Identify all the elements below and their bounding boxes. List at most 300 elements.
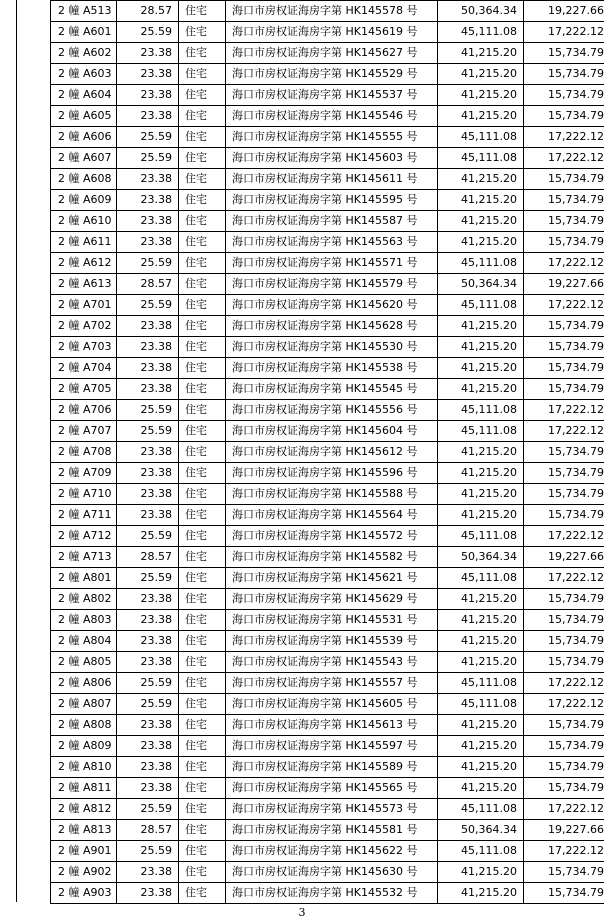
certificate-cell: 海口市房权证海房字第 HK145628 号	[226, 316, 438, 337]
table-row	[51, 673, 604, 694]
table-row	[51, 379, 604, 400]
usage-cell: 住宅	[179, 547, 226, 568]
area-cell: 28.57	[117, 274, 179, 295]
usage-cell: 住宅	[179, 358, 226, 379]
area-cell: 23.38	[117, 316, 179, 337]
unit-price-cell: 15,734.79	[524, 85, 604, 106]
area-cell: 23.38	[117, 442, 179, 463]
unit-price-cell: 19,227.66	[524, 547, 604, 568]
area-cell: 28.57	[117, 547, 179, 568]
total-price-cell: 41,215.20	[438, 169, 524, 190]
table-row	[51, 337, 604, 358]
unit-price-cell: 15,734.79	[524, 610, 604, 631]
certificate-cell: 海口市房权证海房字第 HK145538 号	[226, 358, 438, 379]
unit-cell: 2 幢 A704	[51, 358, 117, 379]
usage-cell: 住宅	[179, 169, 226, 190]
certificate-cell: 海口市房权证海房字第 HK145555 号	[226, 127, 438, 148]
certificate-cell: 海口市房权证海房字第 HK145530 号	[226, 337, 438, 358]
certificate-cell: 海口市房权证海房字第 HK145573 号	[226, 799, 438, 820]
certificate-cell: 海口市房权证海房字第 HK145563 号	[226, 232, 438, 253]
usage-cell: 住宅	[179, 442, 226, 463]
area-cell: 25.59	[117, 400, 179, 421]
unit-cell: 2 幢 A613	[51, 274, 117, 295]
certificate-cell: 海口市房权证海房字第 HK145622 号	[226, 841, 438, 862]
usage-cell: 住宅	[179, 232, 226, 253]
area-cell: 25.59	[117, 694, 179, 715]
unit-price-cell: 17,222.12	[524, 694, 604, 715]
unit-cell: 2 幢 A707	[51, 421, 117, 442]
unit-price-cell: 15,734.79	[524, 64, 604, 85]
unit-price-cell: 15,734.79	[524, 316, 604, 337]
usage-cell: 住宅	[179, 589, 226, 610]
table-row	[51, 799, 604, 820]
certificate-cell: 海口市房权证海房字第 HK145619 号	[226, 22, 438, 43]
certificate-cell: 海口市房权证海房字第 HK145605 号	[226, 694, 438, 715]
unit-cell: 2 幢 A902	[51, 862, 117, 883]
total-price-cell: 45,111.08	[438, 673, 524, 694]
area-cell: 25.59	[117, 295, 179, 316]
unit-cell: 2 幢 A802	[51, 589, 117, 610]
page-left-border	[16, 0, 17, 902]
unit-price-cell: 15,734.79	[524, 190, 604, 211]
usage-cell: 住宅	[179, 211, 226, 232]
unit-cell: 2 幢 A713	[51, 547, 117, 568]
certificate-cell: 海口市房权证海房字第 HK145589 号	[226, 757, 438, 778]
unit-price-cell: 15,734.79	[524, 505, 604, 526]
unit-cell: 2 幢 A708	[51, 442, 117, 463]
certificate-cell: 海口市房权证海房字第 HK145546 号	[226, 106, 438, 127]
table-row	[51, 148, 604, 169]
certificate-cell: 海口市房权证海房字第 HK145565 号	[226, 778, 438, 799]
usage-cell: 住宅	[179, 715, 226, 736]
area-cell: 25.59	[117, 568, 179, 589]
unit-cell: 2 幢 A610	[51, 211, 117, 232]
usage-cell: 住宅	[179, 484, 226, 505]
total-price-cell: 41,215.20	[438, 862, 524, 883]
table-row	[51, 841, 604, 862]
table-row	[51, 316, 604, 337]
area-cell: 23.38	[117, 778, 179, 799]
unit-cell: 2 幢 A809	[51, 736, 117, 757]
certificate-cell: 海口市房权证海房字第 HK145630 号	[226, 862, 438, 883]
total-price-cell: 45,111.08	[438, 22, 524, 43]
area-cell: 23.38	[117, 190, 179, 211]
unit-cell: 2 幢 A901	[51, 841, 117, 862]
unit-cell: 2 幢 A712	[51, 526, 117, 547]
certificate-cell: 海口市房权证海房字第 HK145564 号	[226, 505, 438, 526]
total-price-cell: 45,111.08	[438, 526, 524, 547]
area-cell: 23.38	[117, 757, 179, 778]
certificate-cell: 海口市房权证海房字第 HK145627 号	[226, 43, 438, 64]
certificate-cell: 海口市房权证海房字第 HK145579 号	[226, 274, 438, 295]
certificate-cell: 海口市房权证海房字第 HK145612 号	[226, 442, 438, 463]
usage-cell: 住宅	[179, 148, 226, 169]
certificate-cell: 海口市房权证海房字第 HK145587 号	[226, 211, 438, 232]
usage-cell: 住宅	[179, 694, 226, 715]
table-row	[51, 106, 604, 127]
area-cell: 23.38	[117, 505, 179, 526]
table-row	[51, 358, 604, 379]
unit-price-cell: 15,734.79	[524, 358, 604, 379]
table-row	[51, 169, 604, 190]
total-price-cell: 50,364.34	[438, 1, 524, 22]
unit-price-cell: 15,734.79	[524, 442, 604, 463]
unit-price-cell: 17,222.12	[524, 295, 604, 316]
area-cell: 23.38	[117, 463, 179, 484]
unit-price-cell: 15,734.79	[524, 169, 604, 190]
usage-cell: 住宅	[179, 568, 226, 589]
page-number: 3	[298, 906, 306, 919]
unit-cell: 2 幢 A612	[51, 253, 117, 274]
usage-cell: 住宅	[179, 673, 226, 694]
usage-cell: 住宅	[179, 337, 226, 358]
total-price-cell: 45,111.08	[438, 148, 524, 169]
table-row	[51, 232, 604, 253]
table-row	[51, 295, 604, 316]
certificate-cell: 海口市房权证海房字第 HK145611 号	[226, 169, 438, 190]
certificate-cell: 海口市房权证海房字第 HK145537 号	[226, 85, 438, 106]
table-row	[51, 883, 604, 904]
table-row	[51, 274, 604, 295]
unit-price-cell: 15,734.79	[524, 106, 604, 127]
total-price-cell: 45,111.08	[438, 400, 524, 421]
unit-cell: 2 幢 A710	[51, 484, 117, 505]
table-row	[51, 757, 604, 778]
usage-cell: 住宅	[179, 757, 226, 778]
total-price-cell: 41,215.20	[438, 232, 524, 253]
total-price-cell: 50,364.34	[438, 820, 524, 841]
total-price-cell: 45,111.08	[438, 799, 524, 820]
table-row	[51, 778, 604, 799]
unit-price-cell: 17,222.12	[524, 253, 604, 274]
area-cell: 23.38	[117, 379, 179, 400]
total-price-cell: 45,111.08	[438, 568, 524, 589]
unit-price-cell: 17,222.12	[524, 148, 604, 169]
table-row	[51, 211, 604, 232]
usage-cell: 住宅	[179, 85, 226, 106]
usage-cell: 住宅	[179, 631, 226, 652]
unit-price-cell: 15,734.79	[524, 463, 604, 484]
table-row	[51, 22, 604, 43]
total-price-cell: 41,215.20	[438, 358, 524, 379]
unit-cell: 2 幢 A609	[51, 190, 117, 211]
area-cell: 23.38	[117, 43, 179, 64]
usage-cell: 住宅	[179, 127, 226, 148]
table-row	[51, 526, 604, 547]
certificate-cell: 海口市房权证海房字第 HK145588 号	[226, 484, 438, 505]
area-cell: 25.59	[117, 253, 179, 274]
area-cell: 28.57	[117, 820, 179, 841]
unit-price-cell: 15,734.79	[524, 232, 604, 253]
usage-cell: 住宅	[179, 799, 226, 820]
area-cell: 28.57	[117, 1, 179, 22]
unit-price-cell: 17,222.12	[524, 127, 604, 148]
unit-price-cell: 17,222.12	[524, 568, 604, 589]
usage-cell: 住宅	[179, 379, 226, 400]
area-cell: 23.38	[117, 484, 179, 505]
certificate-cell: 海口市房权证海房字第 HK145581 号	[226, 820, 438, 841]
unit-cell: 2 幢 A804	[51, 631, 117, 652]
unit-cell: 2 幢 A801	[51, 568, 117, 589]
table-row	[51, 85, 604, 106]
area-cell: 23.38	[117, 589, 179, 610]
unit-cell: 2 幢 A811	[51, 778, 117, 799]
unit-price-cell: 15,734.79	[524, 736, 604, 757]
unit-cell: 2 幢 A603	[51, 64, 117, 85]
unit-cell: 2 幢 A611	[51, 232, 117, 253]
certificate-cell: 海口市房权证海房字第 HK145620 号	[226, 295, 438, 316]
table-row	[51, 484, 604, 505]
total-price-cell: 41,215.20	[438, 106, 524, 127]
unit-price-cell: 17,222.12	[524, 799, 604, 820]
table-row	[51, 547, 604, 568]
table-row	[51, 652, 604, 673]
table-row	[51, 190, 604, 211]
table-row	[51, 463, 604, 484]
usage-cell: 住宅	[179, 736, 226, 757]
certificate-cell: 海口市房权证海房字第 HK145629 号	[226, 589, 438, 610]
total-price-cell: 41,215.20	[438, 589, 524, 610]
area-cell: 23.38	[117, 736, 179, 757]
unit-cell: 2 幢 A513	[51, 1, 117, 22]
table-row	[51, 820, 604, 841]
total-price-cell: 41,215.20	[438, 190, 524, 211]
unit-cell: 2 幢 A807	[51, 694, 117, 715]
unit-price-cell: 15,734.79	[524, 43, 604, 64]
total-price-cell: 41,215.20	[438, 64, 524, 85]
area-cell: 23.38	[117, 862, 179, 883]
total-price-cell: 41,215.20	[438, 778, 524, 799]
certificate-cell: 海口市房权证海房字第 HK145532 号	[226, 883, 438, 904]
unit-cell: 2 幢 A608	[51, 169, 117, 190]
area-cell: 23.38	[117, 652, 179, 673]
certificate-cell: 海口市房权证海房字第 HK145597 号	[226, 736, 438, 757]
certificate-cell: 海口市房权证海房字第 HK145613 号	[226, 715, 438, 736]
total-price-cell: 41,215.20	[438, 736, 524, 757]
usage-cell: 住宅	[179, 1, 226, 22]
area-cell: 25.59	[117, 841, 179, 862]
usage-cell: 住宅	[179, 316, 226, 337]
certificate-cell: 海口市房权证海房字第 HK145595 号	[226, 190, 438, 211]
area-cell: 23.38	[117, 883, 179, 904]
certificate-cell: 海口市房权证海房字第 HK145596 号	[226, 463, 438, 484]
unit-price-cell: 15,734.79	[524, 862, 604, 883]
unit-cell: 2 幢 A813	[51, 820, 117, 841]
usage-cell: 住宅	[179, 295, 226, 316]
total-price-cell: 50,364.34	[438, 274, 524, 295]
unit-cell: 2 幢 A701	[51, 295, 117, 316]
unit-cell: 2 幢 A605	[51, 106, 117, 127]
total-price-cell: 45,111.08	[438, 694, 524, 715]
unit-price-cell: 19,227.66	[524, 820, 604, 841]
unit-price-cell: 15,734.79	[524, 715, 604, 736]
usage-cell: 住宅	[179, 820, 226, 841]
table-row	[51, 253, 604, 274]
usage-cell: 住宅	[179, 253, 226, 274]
unit-cell: 2 幢 A703	[51, 337, 117, 358]
table-row	[51, 631, 604, 652]
unit-cell: 2 幢 A806	[51, 673, 117, 694]
table-row	[51, 610, 604, 631]
unit-cell: 2 幢 A903	[51, 883, 117, 904]
unit-cell: 2 幢 A706	[51, 400, 117, 421]
unit-price-cell: 15,734.79	[524, 589, 604, 610]
usage-cell: 住宅	[179, 400, 226, 421]
total-price-cell: 41,215.20	[438, 85, 524, 106]
total-price-cell: 41,215.20	[438, 757, 524, 778]
area-cell: 25.59	[117, 148, 179, 169]
property-table-container	[50, 0, 604, 904]
total-price-cell: 50,364.34	[438, 547, 524, 568]
total-price-cell: 45,111.08	[438, 253, 524, 274]
area-cell: 23.38	[117, 211, 179, 232]
area-cell: 23.38	[117, 337, 179, 358]
table-row	[51, 862, 604, 883]
certificate-cell: 海口市房权证海房字第 HK145543 号	[226, 652, 438, 673]
table-row	[51, 505, 604, 526]
unit-cell: 2 幢 A705	[51, 379, 117, 400]
table-row	[51, 736, 604, 757]
unit-cell: 2 幢 A601	[51, 22, 117, 43]
area-cell: 25.59	[117, 673, 179, 694]
usage-cell: 住宅	[179, 505, 226, 526]
unit-cell: 2 幢 A606	[51, 127, 117, 148]
unit-price-cell: 17,222.12	[524, 421, 604, 442]
total-price-cell: 41,215.20	[438, 484, 524, 505]
table-row	[51, 43, 604, 64]
unit-price-cell: 17,222.12	[524, 841, 604, 862]
usage-cell: 住宅	[179, 652, 226, 673]
unit-price-cell: 17,222.12	[524, 22, 604, 43]
certificate-cell: 海口市房权证海房字第 HK145571 号	[226, 253, 438, 274]
unit-cell: 2 幢 A602	[51, 43, 117, 64]
usage-cell: 住宅	[179, 106, 226, 127]
unit-price-cell: 15,734.79	[524, 337, 604, 358]
total-price-cell: 45,111.08	[438, 421, 524, 442]
certificate-cell: 海口市房权证海房字第 HK145556 号	[226, 400, 438, 421]
unit-price-cell: 19,227.66	[524, 1, 604, 22]
unit-price-cell: 15,734.79	[524, 631, 604, 652]
area-cell: 23.38	[117, 631, 179, 652]
unit-cell: 2 幢 A709	[51, 463, 117, 484]
usage-cell: 住宅	[179, 778, 226, 799]
area-cell: 25.59	[117, 127, 179, 148]
certificate-cell: 海口市房权证海房字第 HK145578 号	[226, 1, 438, 22]
unit-price-cell: 15,734.79	[524, 757, 604, 778]
table-row	[51, 442, 604, 463]
unit-price-cell: 17,222.12	[524, 526, 604, 547]
unit-price-cell: 15,734.79	[524, 484, 604, 505]
area-cell: 23.38	[117, 64, 179, 85]
table-row	[51, 400, 604, 421]
usage-cell: 住宅	[179, 421, 226, 442]
table-row	[51, 568, 604, 589]
usage-cell: 住宅	[179, 22, 226, 43]
total-price-cell: 41,215.20	[438, 211, 524, 232]
area-cell: 25.59	[117, 799, 179, 820]
unit-cell: 2 幢 A812	[51, 799, 117, 820]
total-price-cell: 41,215.20	[438, 715, 524, 736]
area-cell: 23.38	[117, 358, 179, 379]
area-cell: 23.38	[117, 169, 179, 190]
table-row	[51, 421, 604, 442]
unit-price-cell: 15,734.79	[524, 211, 604, 232]
table-row	[51, 694, 604, 715]
total-price-cell: 41,215.20	[438, 379, 524, 400]
certificate-cell: 海口市房权证海房字第 HK145545 号	[226, 379, 438, 400]
table-row	[51, 589, 604, 610]
usage-cell: 住宅	[179, 43, 226, 64]
certificate-cell: 海口市房权证海房字第 HK145621 号	[226, 568, 438, 589]
table-row	[51, 127, 604, 148]
total-price-cell: 45,111.08	[438, 841, 524, 862]
unit-price-cell: 19,227.66	[524, 274, 604, 295]
total-price-cell: 41,215.20	[438, 610, 524, 631]
area-cell: 25.59	[117, 22, 179, 43]
unit-price-cell: 15,734.79	[524, 652, 604, 673]
table-row	[51, 64, 604, 85]
total-price-cell: 41,215.20	[438, 316, 524, 337]
unit-cell: 2 幢 A604	[51, 85, 117, 106]
total-price-cell: 45,111.08	[438, 295, 524, 316]
unit-price-cell: 17,222.12	[524, 673, 604, 694]
unit-price-cell: 15,734.79	[524, 379, 604, 400]
usage-cell: 住宅	[179, 841, 226, 862]
area-cell: 23.38	[117, 232, 179, 253]
total-price-cell: 41,215.20	[438, 652, 524, 673]
unit-price-cell: 17,222.12	[524, 400, 604, 421]
unit-cell: 2 幢 A803	[51, 610, 117, 631]
area-cell: 25.59	[117, 421, 179, 442]
unit-cell: 2 幢 A808	[51, 715, 117, 736]
certificate-cell: 海口市房权证海房字第 HK145572 号	[226, 526, 438, 547]
total-price-cell: 41,215.20	[438, 43, 524, 64]
certificate-cell: 海口市房权证海房字第 HK145529 号	[226, 64, 438, 85]
area-cell: 25.59	[117, 526, 179, 547]
usage-cell: 住宅	[179, 883, 226, 904]
unit-cell: 2 幢 A607	[51, 148, 117, 169]
unit-cell: 2 幢 A711	[51, 505, 117, 526]
total-price-cell: 41,215.20	[438, 505, 524, 526]
total-price-cell: 45,111.08	[438, 127, 524, 148]
unit-price-cell: 15,734.79	[524, 883, 604, 904]
property-table	[50, 0, 604, 904]
total-price-cell: 41,215.20	[438, 442, 524, 463]
property-table-body	[51, 1, 604, 904]
certificate-cell: 海口市房权证海房字第 HK145582 号	[226, 547, 438, 568]
area-cell: 23.38	[117, 85, 179, 106]
usage-cell: 住宅	[179, 610, 226, 631]
unit-price-cell: 15,734.79	[524, 778, 604, 799]
area-cell: 23.38	[117, 106, 179, 127]
certificate-cell: 海口市房权证海房字第 HK145531 号	[226, 610, 438, 631]
table-row	[51, 1, 604, 22]
certificate-cell: 海口市房权证海房字第 HK145557 号	[226, 673, 438, 694]
usage-cell: 住宅	[179, 526, 226, 547]
certificate-cell: 海口市房权证海房字第 HK145603 号	[226, 148, 438, 169]
unit-cell: 2 幢 A805	[51, 652, 117, 673]
table-row	[51, 715, 604, 736]
usage-cell: 住宅	[179, 64, 226, 85]
usage-cell: 住宅	[179, 274, 226, 295]
usage-cell: 住宅	[179, 463, 226, 484]
total-price-cell: 41,215.20	[438, 463, 524, 484]
area-cell: 23.38	[117, 715, 179, 736]
total-price-cell: 41,215.20	[438, 337, 524, 358]
total-price-cell: 41,215.20	[438, 631, 524, 652]
unit-cell: 2 幢 A810	[51, 757, 117, 778]
certificate-cell: 海口市房权证海房字第 HK145604 号	[226, 421, 438, 442]
